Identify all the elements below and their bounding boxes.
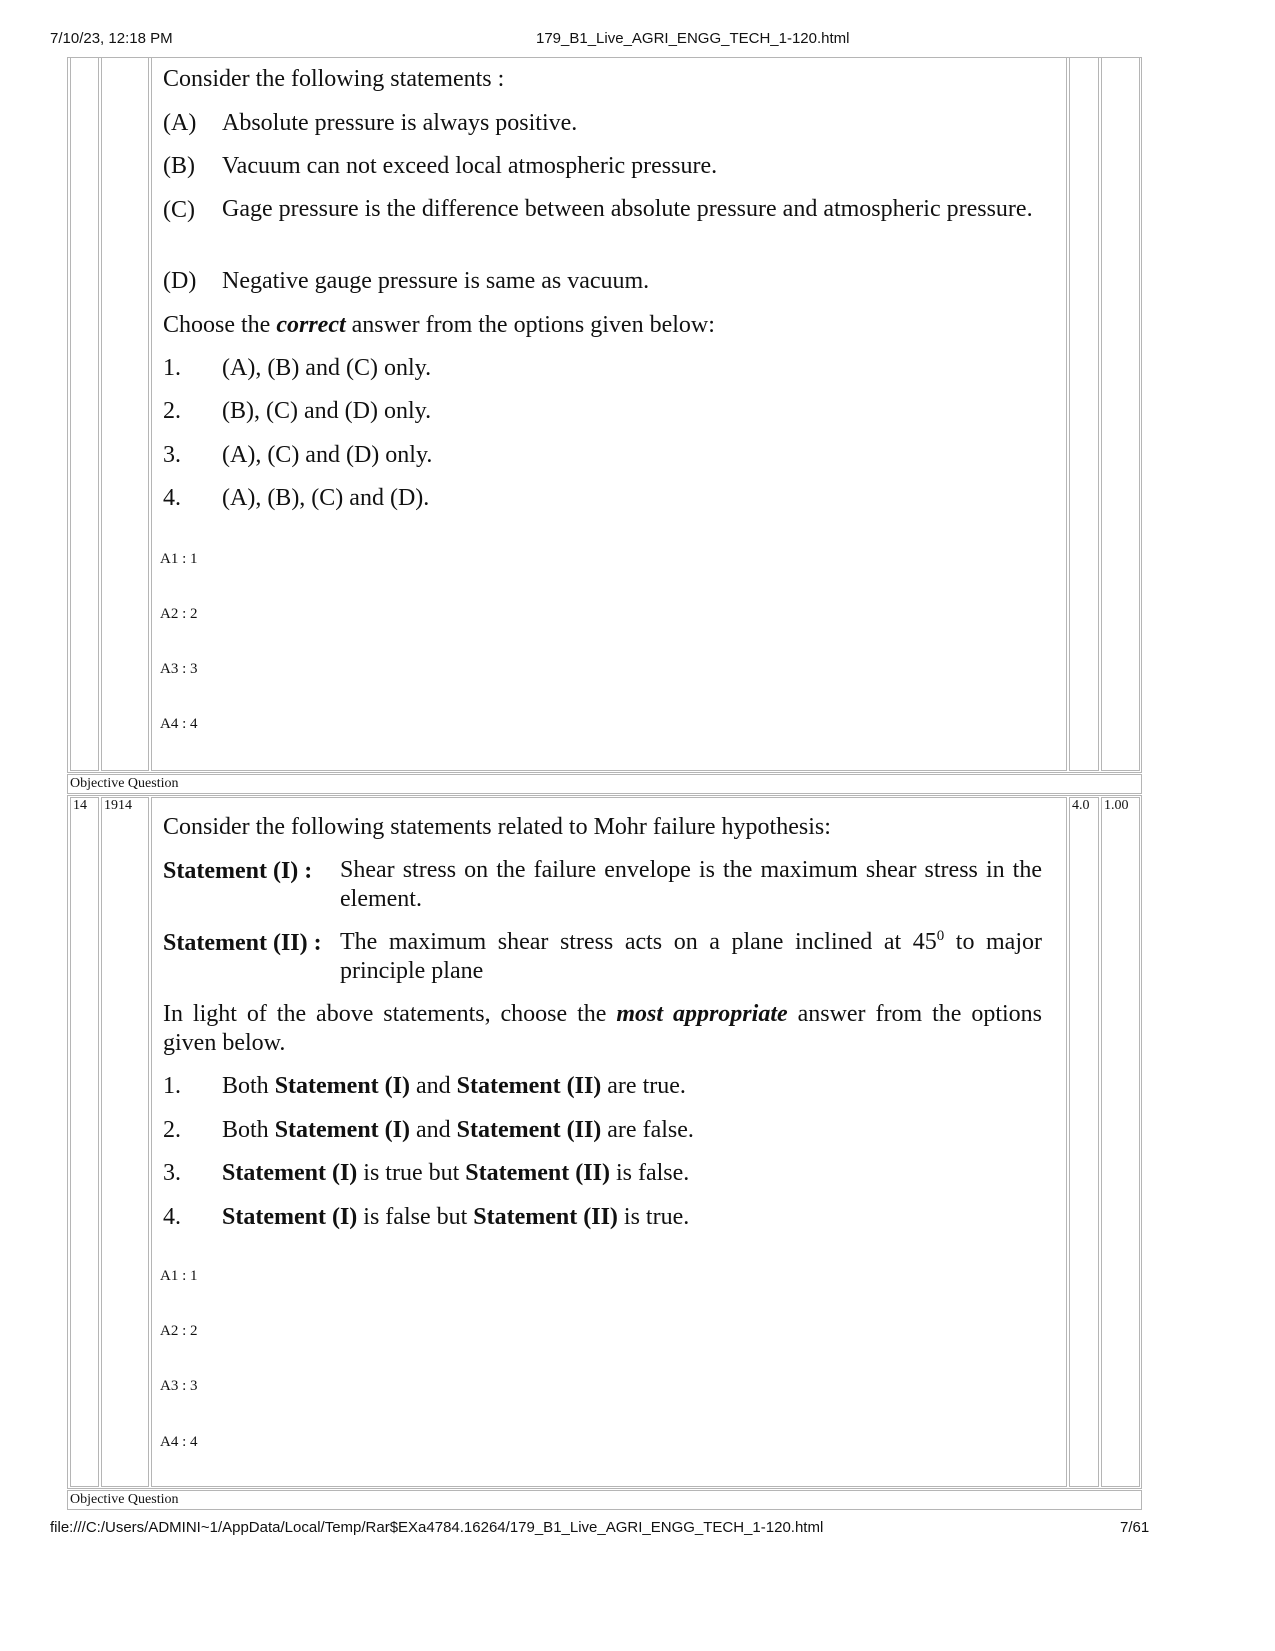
q14-instruction-suffix: answer from the options given below.: [163, 1001, 1042, 1056]
q13-stmt-b-text: Vacuum can not exceed local atmospheric pressure.: [222, 153, 718, 179]
q14-serial-cell: [70, 797, 99, 1487]
q14-opt3-stmt1: Statement (I): [222, 1160, 358, 1186]
q14-statement2-text: [340, 928, 1042, 986]
q13-opt1-text: (A), (B) and (C) only.: [222, 355, 432, 381]
q14-statement2-label: Statement (II) :: [163, 930, 322, 956]
q13-id-cell: [101, 57, 149, 771]
q13-choose-prefix: Choose the: [163, 312, 277, 338]
q14-opt2-text: [222, 1115, 694, 1145]
q14-opt3-end: is false.: [615, 1160, 690, 1186]
q14-opt3-num: 3.: [163, 1160, 181, 1186]
q14-opt2-stmt2: Statement (II): [456, 1117, 602, 1143]
q14-opt2-stmt1: Statement (I): [274, 1117, 410, 1143]
q13-answer-1: A1 : 1: [160, 551, 198, 567]
q14-id-cell: [101, 797, 149, 1487]
q14-marks-cell: [1069, 797, 1099, 1487]
q14-opt3-mid: is true but: [363, 1160, 460, 1186]
q14-opt4-stmt2: Statement (II): [473, 1204, 618, 1230]
q14-opt1-stmt2: Statement (II): [456, 1073, 602, 1099]
q14-opt1-and: and: [415, 1073, 451, 1099]
q13-opt4-text: (A), (B), (C) and (D).: [222, 485, 430, 511]
q14-instruction: [163, 1000, 1042, 1058]
q14-marks: 4.0: [1072, 798, 1090, 813]
q14-opt4-stmt1: Statement (I): [222, 1204, 358, 1230]
q14-statement1-text: Shear stress on the failure envelope is the maximum shear stress in the element.: [340, 857, 1042, 912]
q13-type-label: Objective Question: [70, 776, 179, 791]
q14-statement1-label: Statement (I) :: [163, 858, 313, 884]
q13-choose-suffix: answer from the options given below:: [345, 312, 715, 338]
q14-neg-cell: [1101, 797, 1140, 1487]
print-file-path: file:///C:/Users/ADMINI~1/AppData/Local/Temp/Rar$EXa4784.16264/179_B1_Live_AGRI_ENGG_TECH_1-120.html: [50, 1519, 824, 1536]
q14-opt4-num: 4.: [163, 1204, 181, 1230]
q14-answer-4: A4 : 4: [160, 1434, 198, 1450]
q13-serial-cell: [70, 57, 99, 771]
q13-stmt-c-label: (C): [163, 197, 195, 223]
q13-opt3-text: (A), (C) and (D) only.: [222, 442, 433, 468]
q13-answer-2: A2 : 2: [160, 606, 198, 622]
q14-opt1-num: 1.: [163, 1073, 181, 1099]
q13-answer-4: A4 : 4: [160, 716, 198, 732]
q14-intro: Consider the following statements related to Mohr failure hypothesis:: [163, 814, 831, 840]
q13-stmt-b-label: (B): [163, 153, 195, 179]
q14-opt1-text: [222, 1071, 686, 1101]
q14-serial-number: 14: [73, 798, 87, 813]
q13-choose-line: [163, 310, 715, 340]
q14-opt3-text: [222, 1158, 689, 1188]
q13-opt2-text: (B), (C) and (D) only.: [222, 398, 432, 424]
q14-opt3-stmt2: Statement (II): [465, 1160, 610, 1186]
q14-opt2-both: Both: [222, 1117, 269, 1143]
q13-choose-emph: correct: [276, 312, 346, 338]
q14-opt2-and: and: [415, 1117, 451, 1143]
q14-opt4-mid: is false but: [363, 1204, 468, 1230]
q14-statement2-part-a: The maximum shear stress acts on a plane inclined at 45: [340, 929, 937, 955]
q14-opt1-stmt1: Statement (I): [274, 1073, 410, 1099]
q13-stmt-a-label: (A): [163, 110, 197, 136]
q13-opt3-num: 3.: [163, 442, 181, 468]
q14-type-label: Objective Question: [70, 1492, 179, 1507]
q13-neg-cell: [1101, 57, 1140, 771]
print-file-title: 179_B1_Live_AGRI_ENGG_TECH_1-120.html: [536, 30, 850, 47]
q14-statement2-part-b: to major principle plane: [340, 929, 1042, 984]
q13-opt2-num: 2.: [163, 398, 181, 424]
q14-type-row: [67, 1490, 1142, 1510]
q13-opt1-num: 1.: [163, 355, 181, 381]
q14-opt4-end: is true.: [623, 1204, 690, 1230]
q13-opt4-num: 4.: [163, 485, 181, 511]
q13-stmt-d-text: Negative gauge pressure is same as vacuum.: [222, 268, 650, 294]
q14-opt2-end: are false.: [607, 1117, 694, 1143]
q13-stmt-d-label: (D): [163, 268, 197, 294]
q14-opt1-end: are true.: [607, 1073, 686, 1099]
q13-intro: Consider the following statements :: [163, 66, 505, 92]
q14-negative-marks: 1.00: [1104, 798, 1129, 813]
q14-answer-3: A3 : 3: [160, 1378, 198, 1394]
q13-stmt-a-text: Absolute pressure is always positive.: [222, 110, 578, 136]
q14-opt1-both: Both: [222, 1073, 269, 1099]
q13-answer-3: A3 : 3: [160, 661, 198, 677]
q14-answer-1: A1 : 1: [160, 1268, 198, 1284]
print-datetime: 7/10/23, 12:18 PM: [50, 30, 173, 47]
q13-stmt-c-text: Gage pressure is the difference between absolute pressure and atmospheric pressure.: [222, 196, 1033, 222]
q13-type-row: [67, 774, 1142, 794]
q13-marks-cell: [1069, 57, 1099, 771]
q14-question-id: 1914: [104, 798, 132, 813]
q14-answer-2: A2 : 2: [160, 1323, 198, 1339]
print-page-indicator: 7/61: [1120, 1519, 1150, 1536]
q14-opt4-text: [222, 1202, 689, 1232]
q14-statement2-superscript: 0: [936, 928, 945, 944]
q14-instruction-emph: most appropriate: [616, 1001, 788, 1027]
q14-opt2-num: 2.: [163, 1117, 181, 1143]
q14-instruction-prefix: In light of the above statements, choose the: [163, 1001, 617, 1027]
